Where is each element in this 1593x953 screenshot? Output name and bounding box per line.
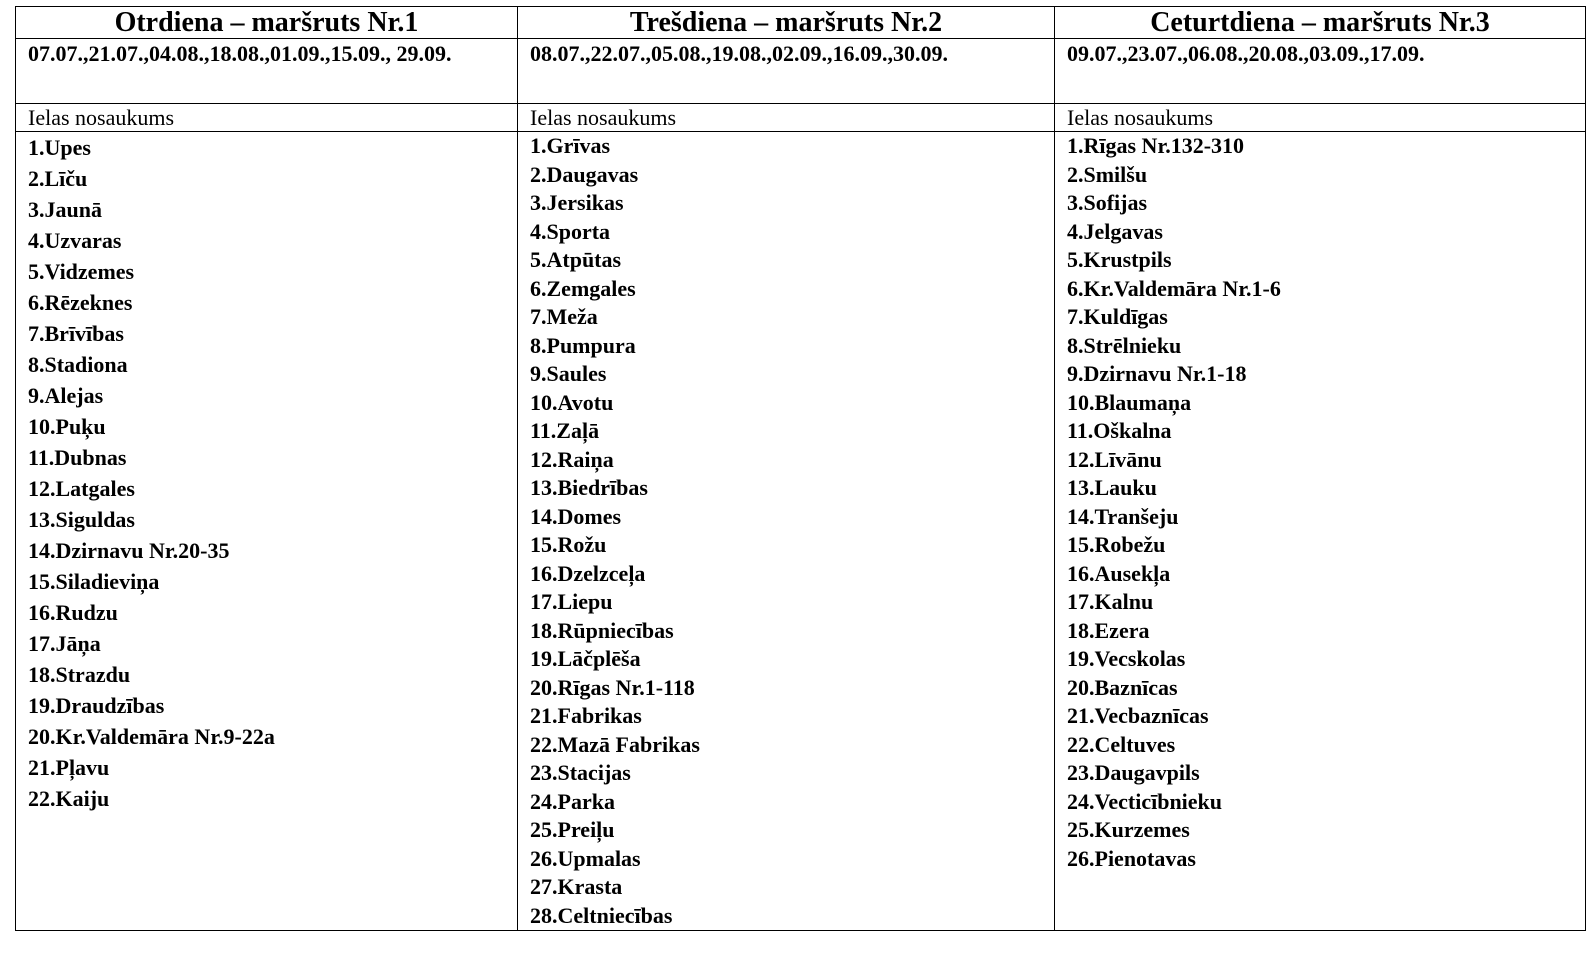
table-header-row [16, 7, 1586, 39]
route-3-streets-cell [1055, 132, 1586, 931]
street-list-item: 14.Tranšeju [1067, 503, 1179, 529]
street-list-item: 28.Celtniecības [530, 902, 673, 928]
street-list-item: 1.Rīgas Nr.132-310 [1067, 133, 1245, 158]
street-list-item: 17.Liepu [530, 589, 613, 614]
street-list-item: 7.Kuldīgas [1067, 304, 1168, 329]
street-list-item: 8.Pumpura [530, 332, 636, 358]
route-1-streets-cell [16, 132, 518, 931]
street-list-item: 26.Upmalas [530, 845, 641, 871]
street-list-item: 2.Daugavas [530, 161, 639, 187]
street-list-item: 25.Preiļu [530, 817, 615, 842]
street-list-item: 12.Līvānu [1067, 446, 1162, 472]
street-list-item: 19.Draudzības [28, 693, 165, 718]
street-list-item: 1.Grīvas [530, 133, 611, 158]
street-list-item: 3.Sofijas [1067, 190, 1148, 215]
route-3-heading: Ceturtdiena – maršruts Nr.3 [1055, 7, 1586, 39]
streets-row [16, 132, 1586, 931]
street-list-item: 19.Lāčplēša [530, 646, 641, 671]
street-list-item: 24.Vecticībnieku [1067, 788, 1223, 814]
street-list-item: 7.Brīvības [28, 321, 124, 346]
route-2-streets-cell [518, 132, 1055, 931]
street-list-item: 8.Strēlnieku [1067, 332, 1182, 358]
street-list-item: 26.Pienotavas [1067, 845, 1196, 871]
street-list-item: 20.Baznīcas [1067, 674, 1178, 700]
street-list-item: 21.Fabrikas [530, 703, 642, 728]
street-list-item: 15.Rožu [530, 532, 607, 557]
route-1-subheading: Ielas nosaukums [16, 104, 518, 132]
street-list-item: 16.Ausekļa [1067, 560, 1171, 586]
street-list-item: 21.Pļavu [28, 755, 110, 780]
street-list-item: 20.Rīgas Nr.1-118 [530, 674, 695, 700]
street-list-item: 12.Latgales [28, 476, 135, 501]
street-list-item: 4.Jelgavas [1067, 218, 1163, 244]
street-list-item: 4.Sporta [530, 218, 611, 244]
street-list-item: 16.Rudzu [28, 600, 118, 625]
street-list-item: 5.Krustpils [1067, 247, 1172, 272]
route-2-street-list [530, 132, 1042, 930]
route-schedule-table [15, 6, 1586, 931]
street-list-item: 19.Vecskolas [1067, 646, 1186, 671]
route-3-subheading: Ielas nosaukums [1055, 104, 1586, 132]
route-2-heading: Trešdiena – maršruts Nr.2 [518, 7, 1055, 39]
street-list-item: 17.Jāņa [28, 631, 101, 656]
street-list-item: 22.Mazā Fabrikas [530, 731, 700, 757]
street-list-item: 22.Kaiju [28, 786, 110, 811]
street-list-item: 13.Siguldas [28, 507, 135, 532]
street-list-item: 2.Smilšu [1067, 161, 1148, 187]
street-list-item: 3.Jersikas [530, 190, 624, 215]
street-list-item: 5.Vidzemes [28, 259, 135, 284]
street-list-item: 3.Jaunā [28, 197, 102, 222]
street-list-item: 24.Parka [530, 788, 615, 814]
street-list-item: 14.Dzirnavu Nr.20-35 [28, 538, 230, 563]
street-list-item: 22.Celtuves [1067, 731, 1176, 757]
subheading-row [16, 104, 1586, 132]
route-2-dates: 08.07.,22.07.,05.08.,19.08.,02.09.,16.09.,30.09. [518, 39, 1055, 104]
route-2-subheading: Ielas nosaukums [518, 104, 1055, 132]
street-list-item: 23.Daugavpils [1067, 760, 1200, 785]
street-list-item: 1.Upes [28, 135, 91, 160]
street-list-item: 11.Dubnas [28, 445, 127, 470]
street-list-item: 6.Kr.Valdemāra Nr.1-6 [1067, 275, 1281, 301]
street-list-item: 17.Kalnu [1067, 589, 1154, 614]
street-list-item: 9.Alejas [28, 383, 104, 408]
street-list-item: 9.Saules [530, 361, 607, 386]
street-list-item: 10.Avotu [530, 389, 614, 415]
street-list-item: 6.Zemgales [530, 275, 636, 301]
street-list-item: 11.Zaļā [530, 418, 600, 443]
street-list-item: 16.Dzelzceļa [530, 560, 646, 586]
street-list-item: 27.Krasta [530, 874, 623, 899]
street-list-item: 6.Rēzeknes [28, 290, 133, 315]
route-1-dates: 07.07.,21.07.,04.08.,18.08.,01.09.,15.09., 29.09. [16, 39, 518, 104]
street-list-item: 2.Līču [28, 166, 88, 191]
street-list-item: 9.Dzirnavu Nr.1-18 [1067, 361, 1247, 386]
street-list-item: 5.Atpūtas [530, 247, 622, 272]
street-list-item: 8.Stadiona [28, 352, 128, 377]
street-list-item: 4.Uzvaras [28, 228, 122, 253]
street-list-item: 10.Blaumaņa [1067, 389, 1192, 415]
route-1-street-list [28, 132, 505, 814]
street-list-item: 13.Lauku [1067, 475, 1157, 500]
street-list-item: 7.Meža [530, 304, 598, 329]
street-list-item: 15.Robežu [1067, 532, 1166, 557]
street-list-item: 14.Domes [530, 503, 622, 529]
street-list-item: 11.Oškalna [1067, 418, 1172, 443]
street-list-item: 15.Siladieviņa [28, 569, 160, 594]
street-list-item: 20.Kr.Valdemāra Nr.9-22a [28, 724, 275, 749]
route-1-heading: Otrdiena – maršruts Nr.1 [16, 7, 518, 39]
route-3-street-list [1067, 132, 1573, 873]
street-list-item: 18.Strazdu [28, 662, 131, 687]
street-list-item: 18.Ezera [1067, 617, 1150, 643]
street-list-item: 18.Rūpniecības [530, 617, 674, 643]
dates-row [16, 39, 1586, 104]
street-list-item: 12.Raiņa [530, 446, 614, 472]
street-list-item: 13.Biedrības [530, 475, 648, 500]
street-list-item: 25.Kurzemes [1067, 817, 1190, 842]
route-3-dates: 09.07.,23.07.,06.08.,20.08.,03.09.,17.09. [1055, 39, 1586, 104]
street-list-item: 23.Stacijas [530, 760, 631, 785]
street-list-item: 10.Puķu [28, 414, 106, 439]
street-list-item: 21.Vecbaznīcas [1067, 703, 1209, 728]
